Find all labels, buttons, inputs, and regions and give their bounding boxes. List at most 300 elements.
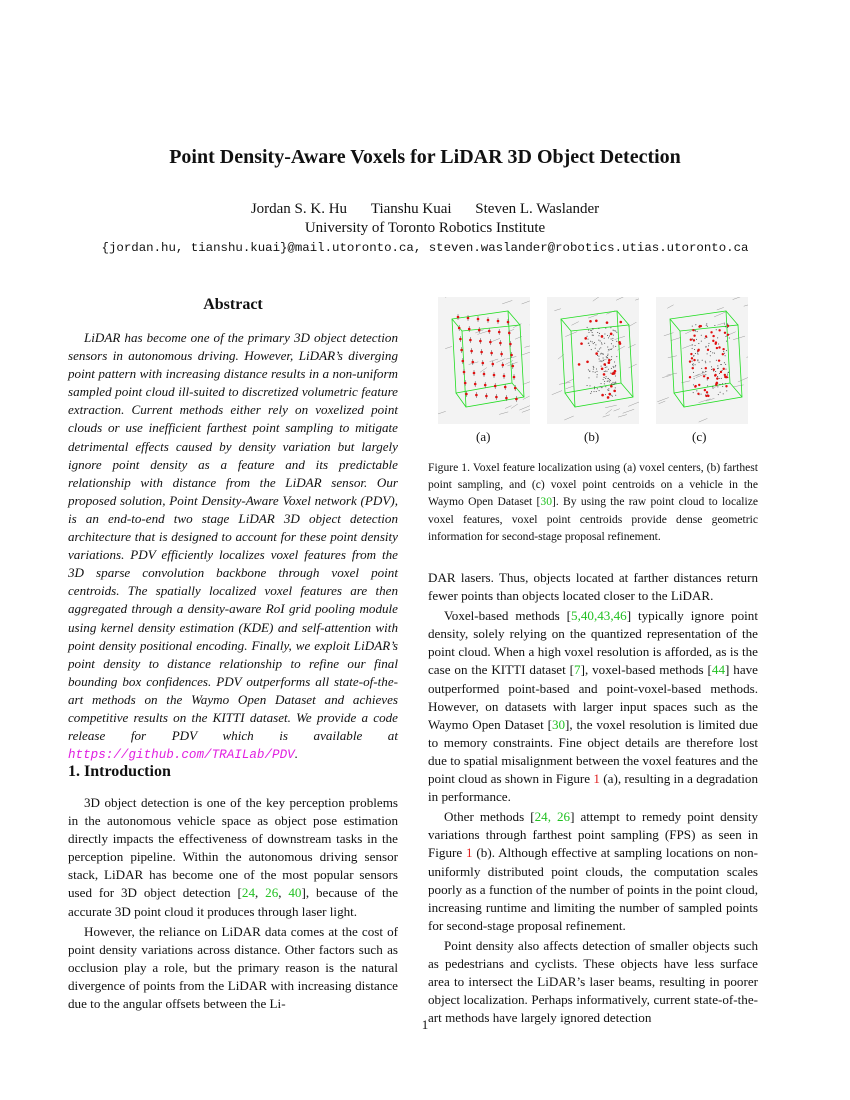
raw-lidar-point [615,366,616,367]
raw-lidar-point [706,346,707,347]
raw-lidar-point [616,341,617,342]
raw-lidar-point [718,394,719,395]
abstract-text: LiDAR has become one of the primary 3D object detection sensors in autonomous driving. However, LiDAR’s diverging point pattern with increasing distance results in a non-uniform sampled point cloud ill-suited to discretized volumetric feature extraction. Current methods either rely on voxelized point clouds or use inefficient farthest point sampling to mitigate detrimental effects caused by density variation but largely ignore point density as a feature and its predictable relationship with distance from the LiDAR sensor. Our proposed solution, Point Density-Aware Voxel network (PDV), is an end-to-end two stage LiDAR 3D object detection architecture that is designed to account for these point density variations. PDV efficiently localizes voxel features from the 3D sparse convolution backbone through voxel point centroids. The spatially localized voxel features are then aggregated through a density-aware RoI grid pooling module using kernel density estimation (KDE) and self-attention with point density positional encoding. Finally, we exploit LiDAR’s point density to distance relationship to refine our final bounding box confidences. PDV outperforms all state-of-the-art methods on the Waymo Open Dataset and achieves competitive results on the KITTI dataset. We provide a code release for PDV which is available at [68,330,398,744]
raw-lidar-point [603,360,604,361]
raw-lidar-point [601,361,602,362]
bounding-box-edge [561,319,571,331]
raw-lidar-point [611,395,612,396]
ground-scan-line [566,386,574,389]
raw-lidar-point [726,341,727,342]
raw-lidar-point [597,355,598,356]
raw-lidar-point [725,369,726,370]
bounding-box-face [680,325,742,407]
voxel-centroid-point [727,325,729,327]
ground-scan-line [667,373,677,375]
raw-lidar-point [722,386,723,387]
raw-lidar-point [598,328,599,329]
sampled-point [607,396,610,399]
raw-lidar-point [597,351,598,352]
ground-scan-line [664,333,674,336]
ground-scan-line [682,344,693,348]
citation-link[interactable]: 24 [241,885,255,901]
raw-lidar-point [719,373,720,374]
raw-lidar-point [725,336,726,337]
ground-scan-line [671,337,681,340]
voxel-center-point [507,321,510,324]
sampled-point [603,373,606,376]
raw-lidar-point [589,385,590,386]
bounding-box-face [670,311,730,393]
raw-lidar-point [698,354,699,355]
voxel-center-point [478,329,481,332]
raw-lidar-point [590,330,591,331]
raw-lidar-point [695,364,696,365]
sampled-point [608,359,611,362]
citation-link[interactable]: 5,40,43,46 [571,608,627,624]
code-link[interactable]: https://github.com/TRAILab/PDV [68,748,295,763]
raw-lidar-point [604,338,605,339]
abstract-body: LiDAR has become one of the primary 3D object detection sensors in autonomous driving. However, LiDAR’s diverging point pattern with increasing distance results in a non-uniform sampled point cloud ill-suited to discretized volumetric feature extraction. Current methods either rely on voxelized point clouds or use inefficient farthest point sampling to mitigate detrimental effects caused by density variation but largely ignore point density as a feature and its predictable relationship with distance from the LiDAR sensor. Our proposed solution, Point Density-Aware Voxel network (PDV), is an end-to-end two stage LiDAR 3D object detection architecture that is designed to account for these point density variations. PDV efficiently localizes voxel features from the 3D sparse convolution backbone through voxel point centroids. The spatially localized voxel features are then aggregated through a density-aware RoI grid pooling module using kernel density estimation (KDE) and self-attention with point density positional encoding. Finally, we exploit LiDAR’s point density to distance relationship to refine our final bounding box confidences. PDV outperforms all state-of-the-art methods on the Waymo Open Dataset and achieves competitive results on the KITTI dataset. We provide a code release for PDV which is available at https://github.com/TRAILab/PDV. [68,330,398,763]
voxel-centroid-point [724,332,726,334]
raw-lidar-point [604,377,605,378]
voxel-centroid-point [698,384,700,386]
raw-lidar-point [708,345,709,346]
raw-lidar-point [613,367,614,368]
sampled-point [601,394,604,397]
raw-lidar-point [599,359,600,360]
raw-lidar-point [717,365,718,366]
voxel-center-point [488,330,491,333]
bounding-box-edge [674,393,684,407]
voxel-center-point [465,393,468,396]
raw-lidar-point [710,351,711,352]
ground-scan-line [733,297,744,300]
raw-lidar-point [598,351,599,352]
voxel-centroid-point [705,367,707,369]
ground-scan-line [746,354,748,358]
raw-lidar-point [595,372,596,373]
sampled-point [601,335,604,338]
ground-scan-line [564,416,573,420]
voxel-centroid-point [722,353,724,355]
voxel-center-point [477,318,480,321]
raw-lidar-point [694,378,695,379]
voxel-centroid-point [716,347,718,349]
raw-lidar-point [607,357,608,358]
raw-lidar-point [615,346,616,347]
right-paragraph-3: Point density also affects detection of smaller objects such as pedestrians and cyclists. These objects have less surface area to intersect the LiDAR’s laser beams, resulting in poorer object localization. Perhaps informatively, current state-of-the-art methods have largely ignored detection [428,937,758,1026]
raw-lidar-point [706,325,707,326]
raw-lidar-point [726,390,727,391]
voxel-centroid-point [713,368,715,370]
voxel-centroid-point [724,374,726,376]
ground-scan-line [623,409,634,413]
voxel-centroid-point [704,389,706,391]
raw-lidar-point [694,349,695,350]
raw-lidar-point [608,354,609,355]
raw-lidar-point [608,381,609,382]
raw-lidar-point [601,342,602,343]
voxel-center-point [463,371,466,374]
raw-lidar-point [723,351,724,352]
ground-scan-line [618,415,627,418]
voxel-centroid-point [689,376,691,378]
raw-lidar-point [711,369,712,370]
bounding-box-edge [670,319,680,331]
raw-lidar-point [608,369,609,370]
raw-lidar-point [695,330,696,331]
raw-lidar-point [725,326,726,327]
raw-lidar-point [610,373,611,374]
voxel-center-point [515,398,518,401]
raw-lidar-point [610,349,611,350]
author-list [0,201,850,218]
ground-scan-line [524,345,530,348]
author-2: Tianshu Kuai [370,201,452,217]
raw-lidar-point [605,367,606,368]
subfigure-label-b: (b) [584,429,600,444]
voxel-centroid-point [706,391,708,393]
raw-lidar-point [693,384,694,385]
raw-lidar-point [706,323,707,324]
voxel-center-point [479,340,482,343]
raw-lidar-point [604,343,605,344]
voxel-centroid-point [718,329,720,331]
ground-scan-line [490,359,499,362]
citation-link[interactable]: 30 [551,716,566,732]
ground-scan-line [659,401,666,404]
bounding-box-edge [726,311,738,325]
raw-lidar-point [715,371,716,372]
raw-lidar-point [701,368,702,369]
ground-scan-line [593,297,600,301]
raw-lidar-point [608,378,609,379]
raw-lidar-point [616,356,617,357]
raw-lidar-point [609,381,610,382]
raw-lidar-point [592,332,593,333]
ground-scan-line [521,351,530,355]
citation-link[interactable]: 7 [574,662,581,678]
raw-lidar-point [609,379,610,380]
raw-lidar-point [594,391,595,392]
raw-lidar-point [710,355,711,356]
raw-lidar-point [606,371,607,372]
raw-lidar-point [722,370,723,371]
voxel-center-point [495,396,498,399]
raw-lidar-point [607,381,608,382]
raw-lidar-point [721,364,722,365]
abstract-heading: Abstract [203,296,263,313]
voxel-centroid-point [716,377,718,379]
right-paragraph-1: Voxel-based methods [5,40,43,46] typically ignore point density, solely relying on the quantized representation of the point cloud. When a high voxel resolution is afforded, as is the case on the KITTI dataset [7], voxel-based methods [44] have outperformed point-based and point-voxel-based methods. However, on datasets with larger input spaces such as the Waymo Open Dataset [30], the voxel resolution is limited due to memory constraints. Fine object details are therefore lost due to spatial misalignment between the voxel features and the point cloud as shown in Figure 1 (a), resulting in a degradation in performance. [428,608,759,805]
voxel-center-point [502,364,505,367]
ground-scan-line [662,375,671,377]
raw-lidar-point [588,377,589,378]
raw-lidar-point [717,337,718,338]
raw-lidar-point [611,356,612,357]
ground-scan-line [717,323,725,325]
ground-scan-line [502,300,512,303]
voxel-center-point [462,360,465,363]
raw-lidar-point [607,346,608,347]
voxel-centroid-point [700,325,702,327]
voxel-center-point [497,320,500,323]
raw-lidar-point [719,384,720,385]
sampled-point [586,360,589,363]
figure-panel-b [547,297,639,424]
raw-lidar-point [607,355,608,356]
voxel-centroid-point [725,385,727,387]
raw-lidar-point [593,371,594,372]
voxel-centroid-point [723,368,725,370]
raw-lidar-point [599,390,600,391]
raw-lidar-point [711,366,712,367]
voxel-centroid-point [690,339,692,341]
raw-lidar-point [692,326,693,327]
raw-lidar-point [707,379,708,380]
raw-lidar-point [597,332,598,333]
raw-lidar-point [615,330,616,331]
citation-link[interactable]: 40 [288,885,302,901]
voxel-centroid-point [692,329,694,331]
raw-lidar-point [714,353,715,354]
voxel-centroid-point [707,377,709,379]
raw-lidar-point [695,353,696,354]
raw-lidar-point [593,367,594,368]
raw-lidar-point [612,382,613,383]
raw-lidar-point [587,336,588,337]
raw-lidar-point [588,332,589,333]
raw-lidar-point [692,348,693,349]
raw-lidar-point [724,353,725,354]
voxel-center-point [469,339,472,342]
raw-lidar-point [587,385,588,386]
raw-lidar-point [727,374,728,375]
raw-lidar-point [605,371,606,372]
voxel-center-point [503,375,506,378]
raw-lidar-point [615,382,616,383]
raw-lidar-point [704,338,705,339]
raw-lidar-point [716,360,717,361]
sampled-point [606,321,609,324]
raw-lidar-point [594,342,595,343]
voxel-center-point [474,383,477,386]
raw-lidar-point [603,358,604,359]
raw-lidar-point [591,391,592,392]
sampled-point [578,363,581,366]
raw-lidar-point [607,389,608,390]
voxel-centroid-point [693,339,695,341]
voxel-centroid-point [703,375,705,377]
voxel-center-point [513,376,516,379]
voxel-center-point [460,349,463,352]
bounding-box-edge [512,383,524,397]
voxel-centroid-point [720,371,722,373]
raw-lidar-point [595,348,596,349]
raw-lidar-point [695,324,696,325]
voxel-centroid-point [715,343,717,345]
citation-link[interactable]: 44 [711,662,726,678]
ground-scan-line [629,364,637,368]
raw-lidar-point [601,353,602,354]
raw-lidar-point [693,392,694,393]
bounding-box-edge [565,393,575,407]
raw-lidar-point [588,369,589,370]
raw-lidar-point [701,335,702,336]
raw-lidar-point [604,383,605,384]
raw-lidar-point [600,347,601,348]
raw-lidar-point [604,334,605,335]
raw-lidar-point [605,328,606,329]
voxel-centroid-point [697,349,699,351]
raw-lidar-point [712,386,713,387]
ground-scan-line [511,404,518,408]
voxel-center-point [498,331,501,334]
raw-lidar-point [613,330,614,331]
sampled-point [589,320,592,323]
raw-lidar-point [606,356,607,357]
raw-lidar-point [597,374,598,375]
right-column-body [428,569,758,1029]
ground-scan-line [615,336,625,339]
raw-lidar-point [726,350,727,351]
raw-lidar-point [611,368,612,369]
raw-lidar-point [612,383,613,384]
sampled-point [608,361,611,364]
raw-lidar-point [721,378,722,379]
raw-lidar-point [717,386,718,387]
citation-link[interactable]: 30 [540,495,552,509]
raw-lidar-point [608,337,609,338]
raw-lidar-point [697,360,698,361]
raw-lidar-point [599,333,600,334]
raw-lidar-point [696,339,697,340]
voxel-center-point [484,384,487,387]
sampled-point [608,393,611,396]
voxel-center-point [505,397,508,400]
raw-lidar-point [609,335,610,336]
introduction-body [68,794,398,1015]
ground-scan-line [744,304,748,306]
raw-lidar-point [615,395,616,396]
sampled-point [619,321,622,324]
raw-lidar-point [723,393,724,394]
raw-lidar-point [587,327,588,328]
raw-lidar-point [604,381,605,382]
sampled-point [613,390,616,393]
figure-caption: Figure 1. Voxel feature localization using (a) voxel centers, (b) farthest point sampling, and (c) voxel point centroids on a vehicle in the Waymo Open Dataset [30]. By using the raw point cloud to localize voxel features, voxel point centroids provide dense geometric information for second-stage proposal refinement. [428,461,758,543]
citation-link[interactable]: 26 [265,885,279,901]
voxel-centroid-point [705,335,707,337]
voxel-centroid-point [707,349,709,351]
sampled-point [595,320,598,323]
voxel-centroid-point [710,331,712,333]
raw-lidar-point [591,330,592,331]
intro-paragraph-1: 3D object detection is one of the key perception problems in the autonomous vehicle space as object pose estimation directly impacts the effectiveness of downstream tasks in the perception pipeline. Within the autonomous driving sensor stack, LiDAR has become one of the most popular sensors used for 3D object detection [24, 26, 40], because of the accurate 3D point cloud it produces through laser light. [68,795,399,919]
raw-lidar-point [703,371,704,372]
ground-scan-line [522,409,530,412]
voxel-center-point [504,386,507,389]
raw-lidar-point [696,390,697,391]
voxel-center-point [510,354,513,357]
voxel-center-point [480,351,483,354]
figure-link[interactable]: 1 [593,771,600,787]
voxel-centroid-point [692,367,694,369]
bounding-box-edge [730,383,742,397]
voxel-centroid-point [691,357,693,359]
raw-lidar-point [614,362,615,363]
voxel-center-point [457,316,460,319]
raw-lidar-point [615,375,616,376]
voxel-centroid-point [697,393,699,395]
sampled-point [580,342,583,345]
voxel-centroid-point [712,335,714,337]
voxel-centroid-point [694,385,696,387]
voxel-center-point [458,327,461,330]
voxel-center-point [494,385,497,388]
fps-plot [547,297,639,424]
voxel-centroids-plot [656,297,748,424]
raw-lidar-point [598,340,599,341]
voxel-center-point [500,353,503,356]
voxel-centroid-point [718,359,720,361]
author-emails: {jordan.hu, tianshu.kuai}@mail.utoronto.ca, steven.waslander@robotics.utias.utoronto.ca [101,241,749,255]
voxel-center-point [512,365,515,368]
raw-lidar-point [611,359,612,360]
voxel-center-point [489,341,492,344]
raw-lidar-point [606,376,607,377]
raw-lidar-point [692,338,693,339]
raw-lidar-point [709,361,710,362]
raw-lidar-point [600,361,601,362]
sampled-point [610,385,613,388]
raw-lidar-point [592,341,593,342]
raw-lidar-point [615,387,616,388]
voxel-center-point [475,394,478,397]
paper-title: Point Density-Aware Voxels for LiDAR 3D Object Detection [169,146,681,168]
raw-lidar-point [596,391,597,392]
ground-scan-line [552,391,562,395]
sampled-point [603,363,606,366]
raw-lidar-point [610,327,611,328]
voxel-center-point [473,372,476,375]
raw-lidar-point [607,335,608,336]
sampled-point [601,367,604,370]
citation-link[interactable]: 24, 26 [534,809,571,825]
ground-scan-line [628,402,639,407]
raw-lidar-point [692,344,693,345]
ground-scan-line [699,399,711,403]
voxel-center-point [493,374,496,377]
bounding-box-edge [621,383,633,397]
raw-lidar-point [615,365,616,366]
ground-scan-line [605,405,617,408]
figure-1 [438,297,760,424]
voxel-center-point [472,361,475,364]
bounding-box-edge [456,393,466,407]
raw-lidar-point [612,340,613,341]
figure-link[interactable]: 1 [466,845,473,861]
voxel-center-point [492,363,495,366]
raw-lidar-point [613,335,614,336]
ground-scan-line [699,418,708,422]
raw-lidar-point [611,343,612,344]
raw-lidar-point [600,340,601,341]
voxel-centroid-point [727,334,729,336]
raw-lidar-point [725,383,726,384]
raw-lidar-point [614,383,615,384]
raw-lidar-point [605,386,606,387]
